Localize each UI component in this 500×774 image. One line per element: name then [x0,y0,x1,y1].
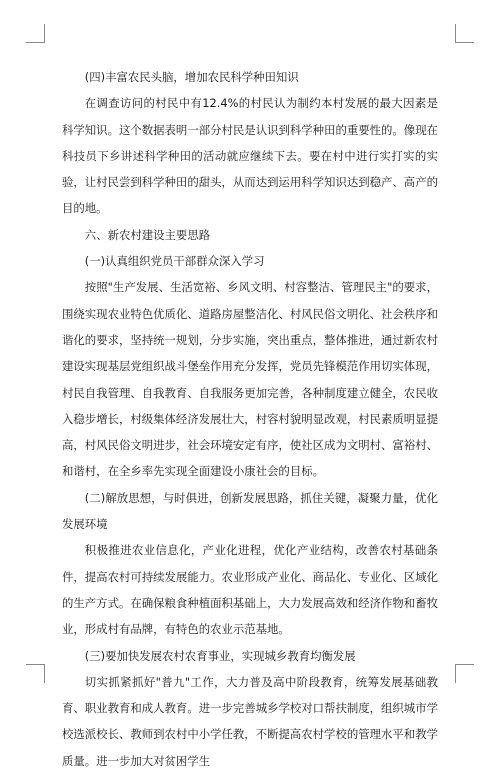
crop-mark-top-right [455,24,474,43]
paragraph-agriculture: 积极推进农业信息化，产业化进程，优化产业结构，改善农村基础条件，提高农村可持续发展能力。农业形成产业化、商品化、专业化、区域化的生产方式。在确保粮食种植面积基础上，大力发展高效和经济作物和畜牧业，形成村有品牌，有特色的农业示范基地。 [62,543,438,637]
crop-mark-bottom-right [455,664,474,683]
crop-mark-bottom-left [26,664,45,683]
subheading-3: (三)要加快发展农村农育事业，实现城乡教育均衡发展 [84,648,356,663]
subheading-1: (一)认真组织党员干部群众深入学习 [84,254,265,269]
section-heading-6: 六、新农村建设主要思路 [84,227,211,242]
paragraph-education: 切实抓紧抓好"普九"工作，大力普及高中阶段教育，统筹发展基础教育、职业教育和成人教育。进一步完善城乡学校对口帮扶制度，组织城市学校选派校长、教师到农村中小学任教，不断提高农村学校的管理水平和教学质量。进一步加大对贫困学生 [62,674,438,768]
subheading-2: (二)解放思想，与时俱进，创新发展思路，抓住关键，凝聚力量，优化发展环境 [62,490,438,532]
subheading-4: (四)丰富农民头脑，增加农民科学种田知识 [84,70,299,84]
paragraph-science-knowledge: 在调查访问的村民中有12.4%的村民认为制约本村发展的最大因素是科学知识。这个数据表明一部分村民是认识到科学种田的重要性的。像现在科技员下乡讲述科学种田的活动就应继续下去。要在村中进行实打实的实验，让村民尝到科学种田的甜头，从而达到运用科学知识达到稳产、高产的目的地。 [62,96,438,216]
document-body [62,64,438,774]
crop-mark-top-left [26,24,45,43]
paragraph-requirements: 按照"生产发展、生活宽裕、乡风文明、村容整洁、管理民主"的要求，围绕实现农业特色优质化、道路房屋整洁化、村风民俗文明化、社会秩序和谐化的要求，坚持统一规划，分步实施，突出重点，整体推进，通过新农村建设实现基层党组织战斗堡垒作用充分发挥，党员先锋模范作用切实体现，村民自我管理、自我教育、自我服务更加完善，各种制度建立健全，农民收入稳步增长，村级集体经济发展壮大，村容村貌明显改观，村民素质明显提高，村风民俗文明进步，社会环境安定有序，使社区成为文明村、富裕村、和谐村，在全乡率先实现全面建设小康社会的目标。 [62,280,438,479]
